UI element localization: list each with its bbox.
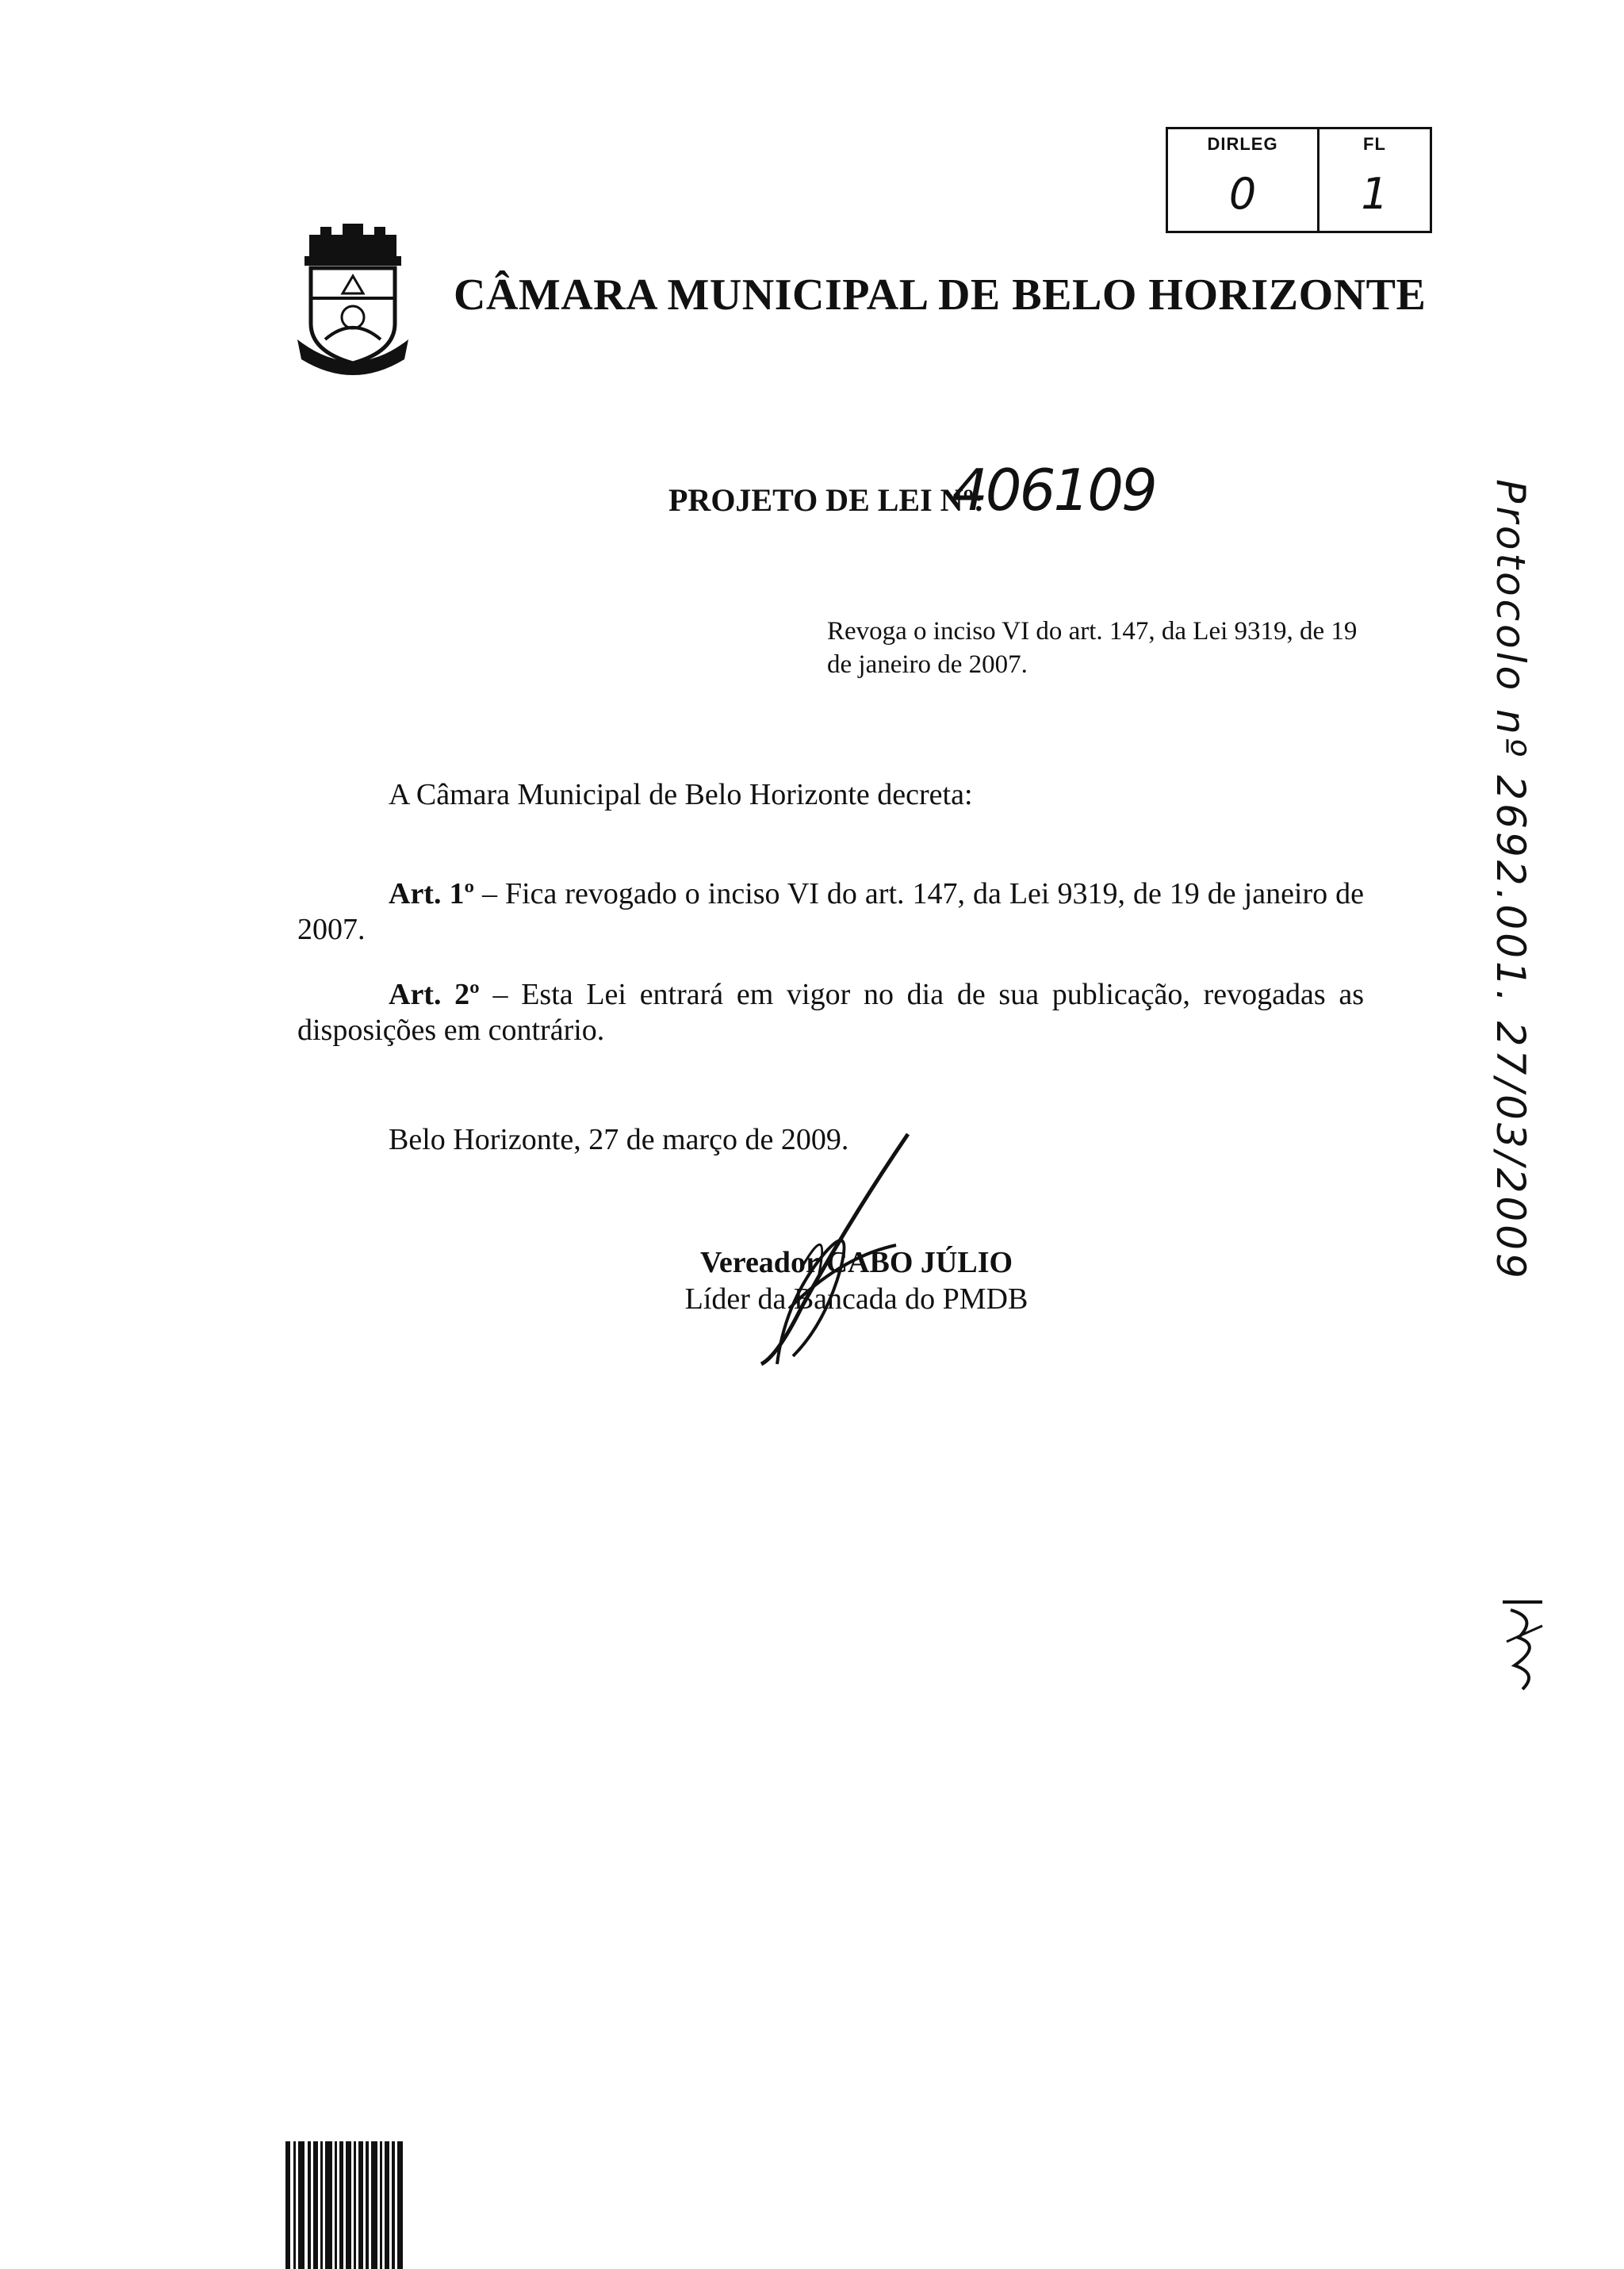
protocol-stamp [1166,127,1432,233]
bill-number: 406109 [952,457,1155,523]
stamp-dirleg-value: 0 [1228,169,1257,219]
barcode-icon [285,2141,403,2269]
bill-label: PROJETO DE LEI Nº: [668,482,985,518]
article-1-label: Art. 1º [389,877,474,910]
article-2-label: Art. 2º [389,978,480,1011]
stamp-dirleg-cell [1168,129,1320,231]
institution-title: CÂMARA MUNICIPAL DE BELO HORIZONTE [454,270,1427,320]
stamp-fl-header: FL [1363,134,1386,154]
protocol-margin-text: Protocolo nº 2692.001. 27/03/2009 [1488,479,1534,1282]
stamp-fl-cell [1320,129,1430,231]
stamp-dirleg-header: DIRLEG [1207,134,1278,154]
article-1-text: – Fica revogado o inciso VI do art. 147, da Lei 9319, de 19 de janeiro de 2007. [297,877,1365,946]
stamp-fl-value: 1 [1361,169,1388,219]
signature-scribble [714,1126,936,1380]
article-1 [297,876,1364,948]
ementa: Revoga o inciso VI do art. 147, da Lei 9319, de 19 de janeiro de 2007. [827,617,1358,679]
place-date: Belo Horizonte, 27 de março de 2009. [389,1123,849,1156]
signer-role: Líder da Bancada do PMDB [684,1282,1028,1316]
article-2 [297,977,1364,1048]
margin-initials-scribble [1495,1594,1550,1697]
signer-name: Vereador CABO JÚLIO [699,1246,1013,1279]
article-2-text: – Esta Lei entrará em vigor no dia de sua publicação, revogadas as disposições em contrário. [297,978,1365,1047]
coat-of-arms-icon [293,220,412,376]
enacting-clause: A Câmara Municipal de Belo Horizonte decreta: [389,778,973,811]
